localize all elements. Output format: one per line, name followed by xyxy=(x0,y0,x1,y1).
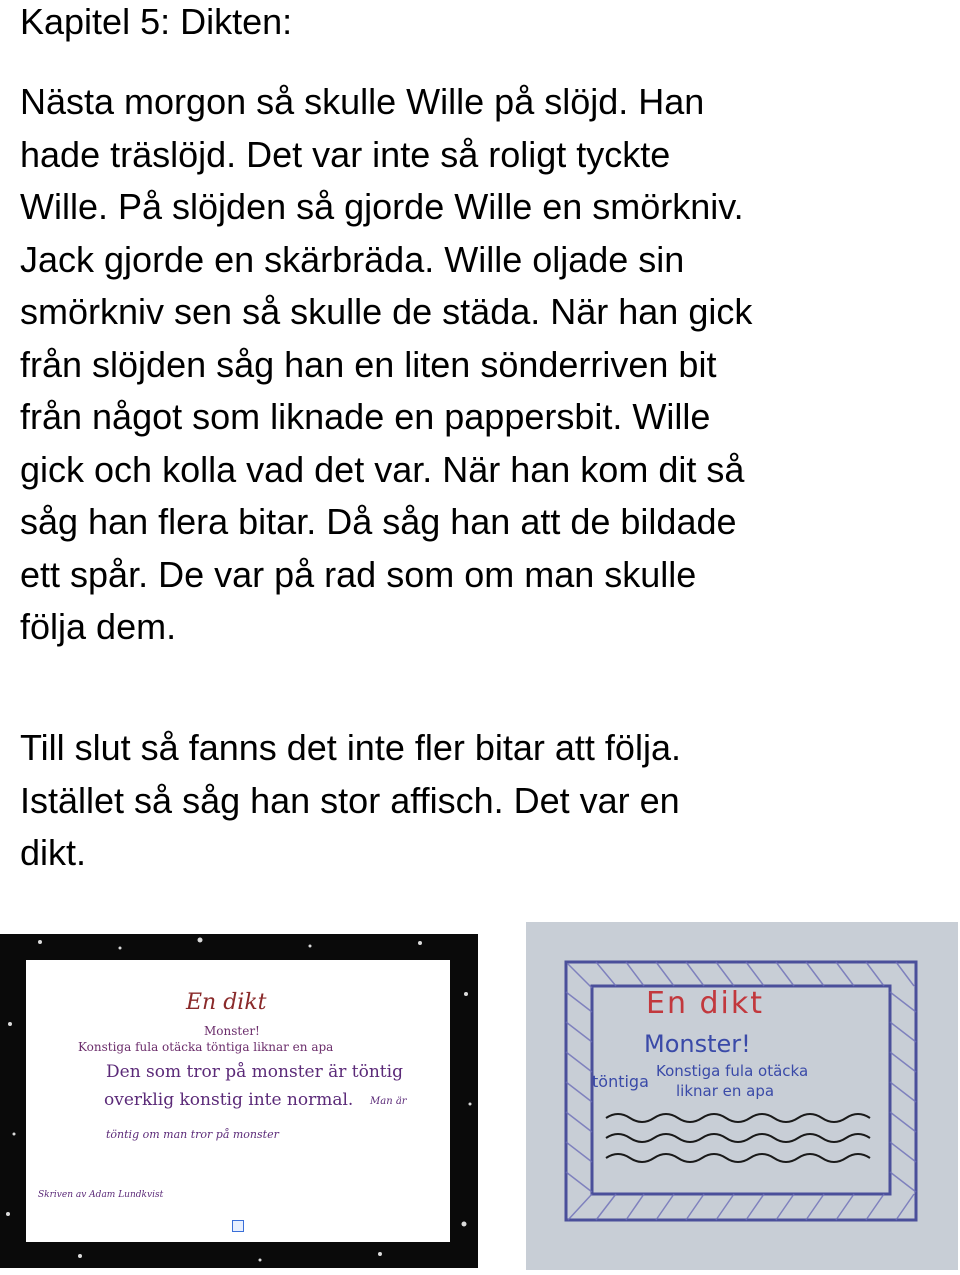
poster-line: Man är xyxy=(370,1096,407,1107)
paragraph-line: hade träslöjd. Det var inte så roligt tyckte xyxy=(20,133,671,175)
paragraph-line: Istället så såg han stor affisch. Det var en xyxy=(20,779,680,821)
poster-line: Den som tror på monster är töntig xyxy=(106,1062,403,1082)
paragraph-1 xyxy=(20,76,956,654)
poster-line: Konstiga fula otäcka töntiga liknar en apa xyxy=(78,1040,334,1054)
paragraph-line: Till slut så fanns det inte fler bitar att följa. xyxy=(20,727,681,768)
drawing-title: En dikt xyxy=(646,986,765,1021)
paragraph-line: Wille. På slöjden så gjorde Wille en smörkniv. xyxy=(20,186,744,227)
paragraph-line: gick och kolla vad det var. När han kom dit så xyxy=(20,448,745,490)
drawing-subtitle: Monster! xyxy=(644,1030,751,1058)
poster-subtitle: Monster! xyxy=(204,1024,260,1038)
poster-signature: Skriven av Adam Lundkvist xyxy=(38,1190,164,1200)
paragraph-line: ett spår. De var på rad som om man skulle xyxy=(20,553,697,595)
chapter-title: Kapitel 5: Dikten: xyxy=(20,1,293,42)
poster-paper xyxy=(26,960,450,1242)
paragraph-line: följa dem. xyxy=(20,606,177,647)
paragraph-line: från slöjden såg han en liten sönderriven bit xyxy=(20,343,717,385)
paragraph-line: dikt. xyxy=(20,832,87,873)
paragraph-line: från något som liknade en pappersbit. Wille xyxy=(20,396,711,437)
drawing-line: töntiga xyxy=(592,1072,649,1091)
drawing-line: liknar en apa xyxy=(676,1082,775,1100)
poster-title: En dikt xyxy=(186,990,267,1015)
paragraph-line: Jack gjorde en skärbräda. Wille oljade sin xyxy=(20,238,685,280)
image-anchor-icon[interactable] xyxy=(232,1220,244,1232)
poster-line: overklig konstig inte normal. xyxy=(104,1090,354,1110)
poster-line: töntig om man tror på monster xyxy=(106,1128,279,1141)
paragraph-line: Nästa morgon så skulle Wille på slöjd. Han xyxy=(20,81,705,122)
poem-poster-image xyxy=(0,934,478,1268)
paragraph-2 xyxy=(20,722,956,880)
hand-drawn-poem-image xyxy=(526,922,958,1270)
drawing-line: Konstiga fula otäcka xyxy=(656,1062,809,1080)
paragraph-line: smörkniv sen så skulle de städa. När han gick xyxy=(20,291,753,332)
paragraph-line: såg han flera bitar. Då såg han att de bildade xyxy=(20,501,737,542)
